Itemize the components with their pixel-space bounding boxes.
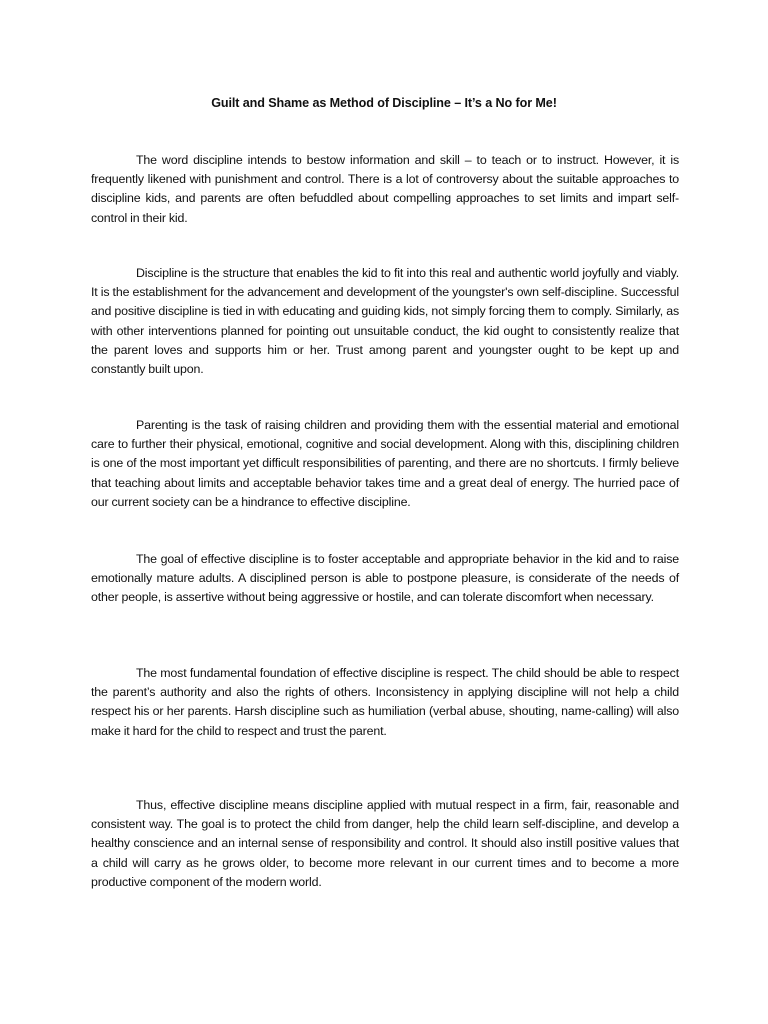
paragraph-3: Parenting is the task of raising children and providing them with the essential material and emotional care to further their physical, emotional, cognitive and social development. Along with this, disciplining children is one of the most important yet difficult responsibilities of parenting, and there are no shortcuts. I firmly believe that teaching about limits and acceptable behavior takes time and a great deal of energy. The hurried pace of our current society can be a hindrance to effective discipline. <box>91 418 679 509</box>
paragraph-1: The word discipline intends to bestow information and skill – to teach or to instruct. However, it is frequently likened with punishment and control. There is a lot of controversy about the suitable approaches to discipline kids, and parents are often befuddled about compelling approaches to set limits and impart self-control in their kid. <box>91 153 679 225</box>
paragraph-4: The goal of effective discipline is to foster acceptable and appropriate behavior in the kid and to raise emotionally mature adults. A disciplined person is able to postpone pleasure, is considerate of the needs of other people, is assertive without being aggressive or hostile, and can tolerate discomfort when necessary. <box>91 552 679 605</box>
paragraph-6: Thus, effective discipline means discipline applied with mutual respect in a firm, fair, reasonable and consistent way. The goal is to protect the child from danger, help the child learn self-discipline, and develop a healthy conscience and an internal sense of responsibility and control. It should also instill positive values that a child will carry as he grows older, to become more relevant in our current times and to become a more productive component of the modern world. <box>91 798 679 889</box>
paragraph-2: Discipline is the structure that enables the kid to fit into this real and authentic world joyfully and viably. It is the establishment for the advancement and development of the youngster's own self-discipline. Successful and positive discipline is tied in with educating and guiding kids, not simply forcing them to comply. Similarly, as with other interventions planned for pointing out unsuitable conduct, the kid ought to consistently realize that the parent loves and supports him or her. Trust among parent and youngster ought to be kept up and constantly built upon. <box>91 266 679 377</box>
document-title: Guilt and Shame as Method of Discipline – It’s a No for Me! <box>211 96 557 110</box>
paragraph-5: The most fundamental foundation of effective discipline is respect. The child should be able to respect the parent’s authority and also the rights of others. Inconsistency in applying discipline will not help a child respect his or her parents. Harsh discipline such as humiliation (verbal abuse, shouting, name-calling) will also make it hard for the child to respect and trust the parent. <box>91 666 679 738</box>
